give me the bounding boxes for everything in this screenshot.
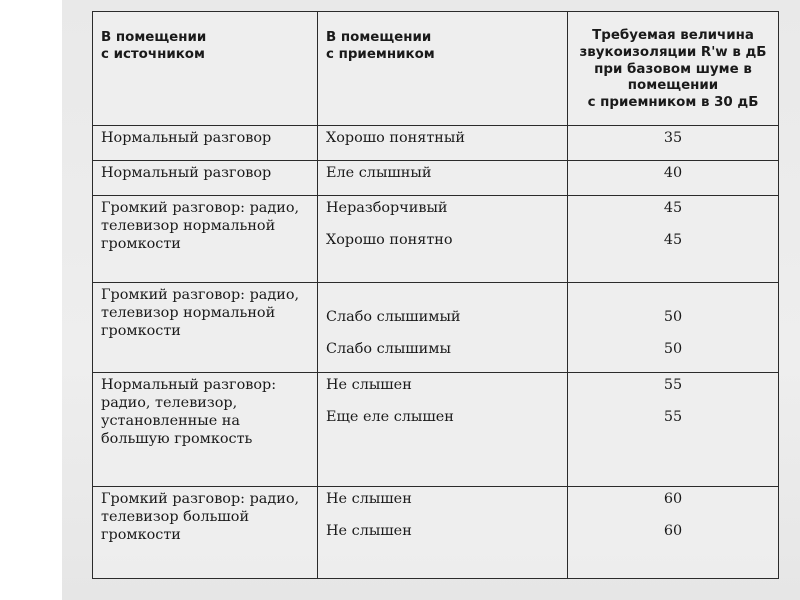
header-source-room-line-2: с источником bbox=[101, 46, 205, 62]
value-line: 55 bbox=[663, 376, 683, 393]
value-cell bbox=[568, 283, 779, 373]
value-cell: 40 bbox=[568, 160, 779, 195]
sound-insulation-table bbox=[92, 11, 779, 579]
value-line: 50 bbox=[663, 341, 683, 358]
receiver-cell bbox=[318, 487, 568, 579]
value-cell: 35 bbox=[568, 126, 779, 161]
table-row bbox=[93, 487, 779, 579]
header-required-line-3: при базовом шуме в помещении bbox=[594, 61, 752, 94]
header-source-room-line-1: В помещении bbox=[101, 30, 207, 45]
receiver-cell bbox=[318, 372, 568, 486]
table-row bbox=[93, 160, 779, 195]
receiver-line: Не слышен bbox=[326, 376, 412, 393]
receiver-line: Слабо слышимый bbox=[326, 309, 461, 326]
header-required-line-1: Требуемая величина bbox=[592, 28, 754, 43]
header-required-insulation bbox=[568, 12, 779, 126]
source-cell: Громкий разговор: радио, телевизор нормальной громкости bbox=[93, 195, 318, 283]
value-line: 60 bbox=[663, 523, 683, 540]
receiver-cell: Еле слышный bbox=[318, 160, 568, 195]
receiver-line: Еще еле слышен bbox=[326, 408, 454, 425]
source-cell: Нормальный разговор: радио, телевизор, установленные на большую громкость bbox=[93, 372, 318, 486]
receiver-line: Слабо слышимы bbox=[326, 341, 451, 358]
source-cell: Громкий разговор: радио, телевизор большой громкости bbox=[93, 487, 318, 579]
header-required-line-2: звукоизоляции R'w в дБ bbox=[579, 44, 767, 60]
header-required-line-4: с приемником в 30 дБ bbox=[587, 95, 759, 110]
header-receiver-room-line-2: с приемником bbox=[326, 46, 435, 62]
header-receiver-room bbox=[318, 12, 568, 126]
value-cell bbox=[568, 195, 779, 283]
table-header-row bbox=[93, 12, 779, 126]
source-cell: Громкий разговор: радио, телевизор нормальной громкости bbox=[93, 283, 318, 373]
value-line: 50 bbox=[663, 309, 683, 326]
value-line: 55 bbox=[663, 408, 683, 425]
table-row bbox=[93, 195, 779, 283]
source-cell: Нормальный разговор bbox=[93, 160, 318, 195]
value-cell bbox=[568, 372, 779, 486]
header-receiver-room-line-1: В помещении bbox=[326, 30, 432, 45]
value-line: 60 bbox=[663, 491, 683, 508]
header-source-room bbox=[93, 12, 318, 126]
value-cell bbox=[568, 487, 779, 579]
receiver-line: Неразборчивый bbox=[326, 199, 448, 216]
value-line: 45 bbox=[663, 231, 683, 248]
value-line: 45 bbox=[663, 199, 683, 216]
receiver-line: Хорошо понятно bbox=[326, 231, 453, 248]
table-row bbox=[93, 283, 779, 373]
source-cell: Нормальный разговор bbox=[93, 126, 318, 161]
receiver-line: Не слышен bbox=[326, 523, 412, 540]
receiver-line: Не слышен bbox=[326, 491, 412, 508]
receiver-cell: Хорошо понятный bbox=[318, 126, 568, 161]
table-row bbox=[93, 372, 779, 486]
receiver-cell bbox=[318, 195, 568, 283]
receiver-cell bbox=[318, 283, 568, 373]
table-row bbox=[93, 126, 779, 161]
